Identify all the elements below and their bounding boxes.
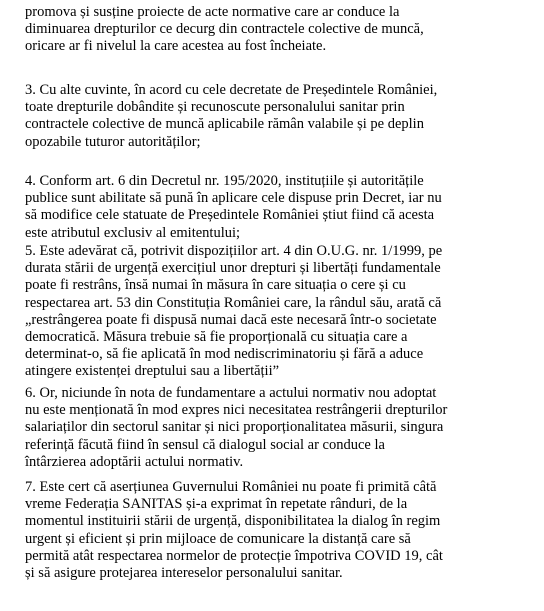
text-line: întârzierea adoptării actului normativ. xyxy=(25,453,244,470)
paragraph-6 xyxy=(25,385,517,471)
text-line: toate drepturile dobândite și recunoscute personalului sanitar prin xyxy=(25,99,405,116)
paragraph-7 xyxy=(25,479,517,582)
paragraph-3 xyxy=(25,82,517,151)
text-line: durata stării de urgență exercițiul unor drepturi și libertăți fundamentale xyxy=(25,260,441,277)
text-line: 7. Este cert că aserțiunea Guvernului României nu poate fi primită câtă xyxy=(25,479,437,495)
text-line: vreme Federația SANITAS și-a exprimat în repetate rânduri, de la xyxy=(25,496,408,513)
text-line: „restrângerea poate fi dispusă numai dacă este necesară într-o societate xyxy=(25,311,437,328)
text-line: determinat-o, să fie aplicată în mod nediscriminatoriu și fără a aduce xyxy=(25,346,424,363)
text-line: oricare ar fi nivelul la care acestea au fost încheiate. xyxy=(25,38,327,55)
text-line: 3. Cu alte cuvinte, în acord cu cele decretate de Președintele României, xyxy=(25,82,438,98)
text-line: și să asigure protejarea intereselor personalului sanitar. xyxy=(25,564,343,581)
text-line: promova și susține proiecte de acte normative care ar conduce la xyxy=(25,4,400,20)
text-line: momentul instituirii stării de urgență, disponibilitatea la dialog în regim xyxy=(25,513,441,530)
text-line: urgent și eficient și prin mijloace de comunicare la distanță care să xyxy=(25,530,411,547)
text-line: 4. Conform art. 6 din Decretul nr. 195/2020, instituțiile și autoritățile xyxy=(25,173,424,189)
text-line: referință făcută fiind în sensul că dialogul social ar conduce la xyxy=(25,436,385,453)
text-line: atingere existenței dreptului sau a libertății” xyxy=(25,363,280,380)
text-line: permită atât respectarea normelor de protecție împotriva COVID 19, cât xyxy=(25,547,443,564)
text-line: respectarea art. 53 din Constituția României care, la rândul său, arată că xyxy=(25,294,442,311)
text-line: publice sunt abilitate să pună în aplicare cele dispuse prin Decret, iar nu xyxy=(25,190,442,207)
text-line: poate fi restrâns, însă numai în măsura în care situația o cere și cu xyxy=(25,277,406,294)
text-line: 5. Este adevărat că, potrivit dispozițiilor art. 4 din O.U.G. nr. 1/1999, pe xyxy=(25,243,443,259)
text-line: contractele colective de muncă aplicabile rămân valabile și pe deplin xyxy=(25,116,424,133)
text-line: să modifice cele statuate de Președintele României știut fiind că acesta xyxy=(25,207,435,224)
text-line: salariaților din sectorul sanitar și nici proporționalitatea măsurii, singura xyxy=(25,419,444,436)
text-line: opozabile tuturor autorităților; xyxy=(25,133,201,150)
text-line: este atributul exclusiv al emitentului; xyxy=(25,224,241,241)
paragraph-4 xyxy=(25,173,517,242)
text-line: 6. Or, niciunde în nota de fundamentare a actului normativ nou adoptat xyxy=(25,385,437,401)
text-line: nu este menționată în mod expres nici necesitatea restrângerii drepturilor xyxy=(25,402,448,419)
paragraph-5 xyxy=(25,243,517,381)
text-line: democratică. Măsura trebuie să fie proporțională cu situația care a xyxy=(25,328,408,345)
paragraph-continuation xyxy=(25,4,517,56)
text-line: diminuarea drepturilor ce decurg din contractele colective de muncă, xyxy=(25,21,424,38)
